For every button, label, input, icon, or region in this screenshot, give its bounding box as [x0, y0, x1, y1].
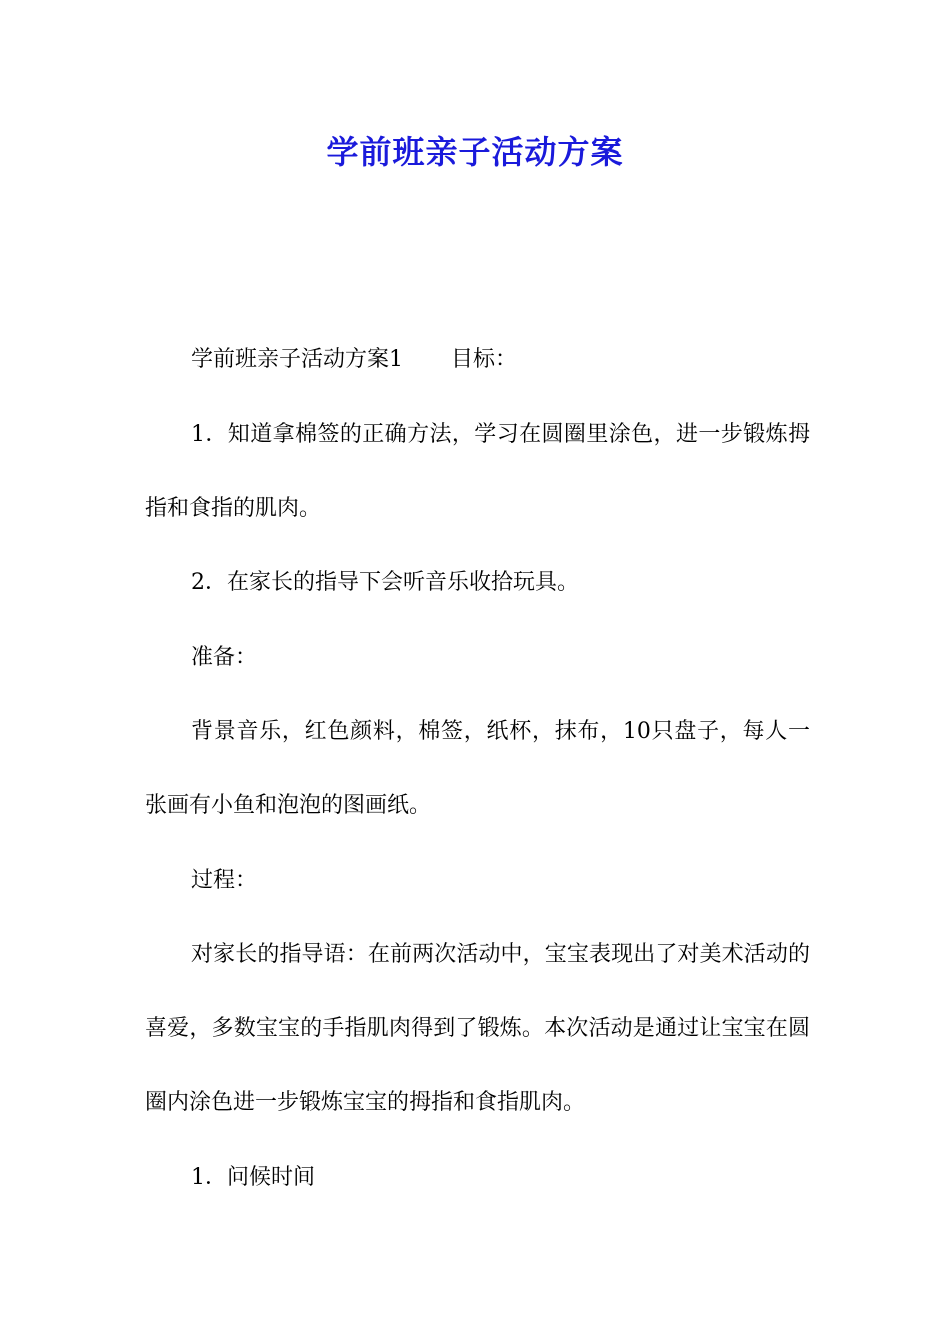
document-title: 学前班亲子活动方案	[326, 133, 624, 171]
paragraph-greeting-time: 1．问候时间	[191, 1165, 315, 1190]
paragraph-objective-1: 1．知道拿棉签的正确方法，学习在圆圈里涂色，进一步锻炼拇指和食指的肌肉。	[145, 422, 810, 521]
heading-line-right: 目标：	[451, 347, 518, 372]
paragraph-process-heading: 过程：	[191, 868, 258, 893]
heading-line	[145, 323, 810, 397]
paragraph-preparation-heading: 准备：	[191, 645, 258, 670]
paragraph-preparation-materials: 背景音乐，红色颜料，棉签，纸杯，抹布，10只盘子，每人一张画有小鱼和泡泡的图画纸。	[145, 719, 810, 818]
paragraph-parent-guidance: 对家长的指导语：在前两次活动中，宝宝表现出了对美术活动的喜爱，多数宝宝的手指肌肉得到了锻炼。本次活动是通过让宝宝在圆圈内涂色进一步锻炼宝宝的拇指和食指肌肉。	[145, 942, 810, 1115]
heading-line-left: 学前班亲子活动方案1	[191, 347, 403, 372]
paragraph-objective-2: 2．在家长的指导下会听音乐收拾玩具。	[191, 570, 579, 595]
